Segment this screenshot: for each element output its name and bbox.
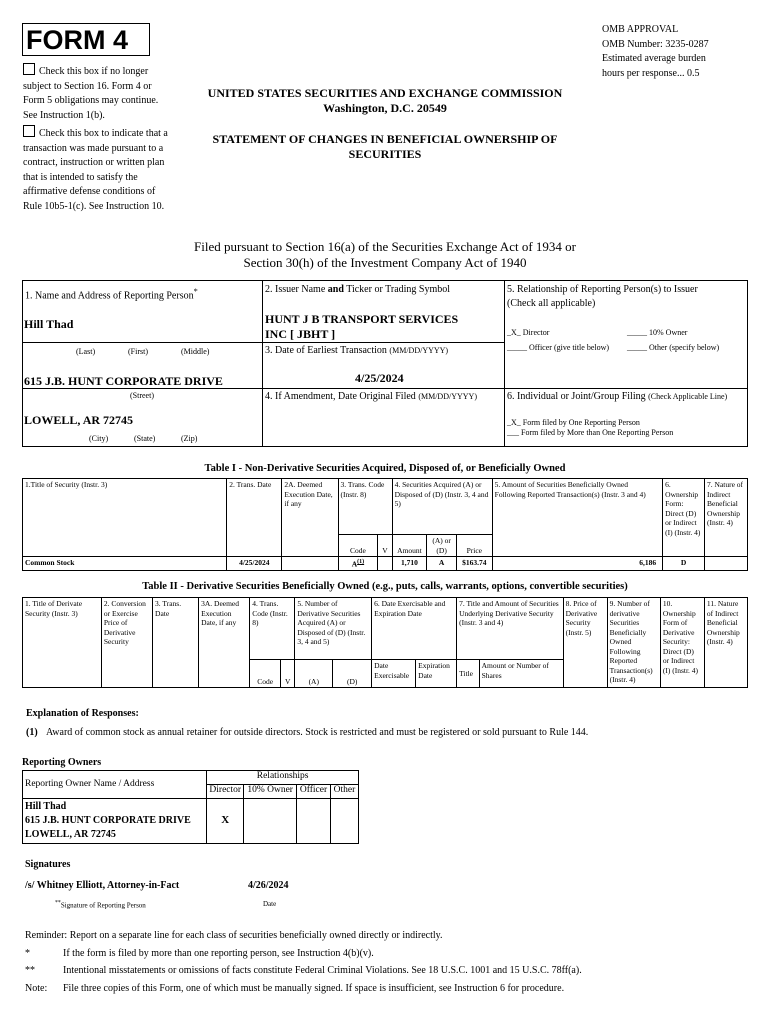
signatures-title: Signatures (25, 859, 71, 870)
reporting-city: LOWELL, AR 72745 (24, 413, 134, 427)
table1 (22, 478, 748, 571)
owners-officer: Officer (297, 785, 331, 799)
t1-row-v (378, 557, 392, 571)
t2-title: Title (457, 660, 480, 688)
t1-row-form: D (663, 557, 705, 571)
t1-h2a: 2A. Deemed Execution Date, if any (282, 479, 338, 557)
checkbox[interactable] (23, 63, 35, 75)
check-box-section16[interactable] (23, 63, 173, 123)
check-box-10b5[interactable] (23, 125, 173, 214)
label-street: (Street) (130, 391, 154, 400)
label-filing: 6. Individual or Joint/Group Filing (Check Applicable Line) (507, 391, 728, 402)
filed-pursuant-2: Section 30(h) of the Investment Company Act of 1940 (243, 255, 527, 270)
explanation-title: Explanation of Responses: (26, 708, 139, 719)
t1-row-amount: 1,710 (392, 557, 427, 571)
form-title: FORM 4 (22, 23, 150, 56)
t2-h1: 1. Title of Derivate Security (Instr. 3) (23, 598, 102, 688)
t1-row-owned: 6,186 (492, 557, 663, 571)
filed-pursuant: Filed pursuant to Section 16(a) of the Securities Exchange Act of 1934 or (194, 239, 576, 254)
filing-more: ___ Form filed by More than One Reporting Person (507, 428, 674, 437)
label-relationship: 5. Relationship of Reporting Person(s) to Issuer (507, 284, 698, 295)
t2-h6: 6. Date Exercisable and Expiration Date (372, 598, 457, 660)
owners-col-name: Reporting Owner Name / Address (23, 771, 207, 799)
table-row (23, 799, 359, 844)
t2-h3a: 3A. Deemed Execution Date, if any (199, 598, 250, 688)
t1-code: Code (338, 535, 378, 557)
t2-a: (A) (295, 660, 333, 688)
t1-row-code: $A^{(1)}$ (338, 557, 378, 571)
t2-code: Code (250, 660, 281, 688)
omb-approval (602, 23, 709, 81)
agency-title: UNITED STATES SECURITIES AND EXCHANGE COMMISSION (207, 86, 563, 100)
label-issuer: 2. Issuer Name and Ticker or Trading Symbol (265, 284, 451, 295)
t2-expiration-date: Expiration Date (416, 660, 457, 688)
table-row (23, 557, 748, 571)
owners-ten-pct: 10% Owner (244, 785, 297, 799)
t2-h8: 8. Price of Derivative Security (Instr. 5) (563, 598, 607, 688)
t2-h7: 7. Title and Amount of Securities Underlying Derivative Security (Instr. 3 and 4) (457, 598, 563, 660)
label-city: (City) (89, 434, 109, 443)
check-label: Check this box if no longer subject to Section 16. Form 4 or Form 5 obligations may continue. See Instruction 1(b). (23, 66, 159, 121)
t2-v: V (281, 660, 295, 688)
t1-h2: 2. Trans. Date (227, 479, 282, 557)
signer: /s/ Whitney Elliott, Attorney-in-Fact (25, 880, 180, 891)
t1-v: V (378, 535, 392, 557)
omb-line: OMB APPROVAL (602, 24, 679, 35)
t1-row-date: 4/25/2024 (227, 557, 282, 571)
filing-one: _X_ Form filed by One Reporting Person (507, 418, 640, 427)
rel-ten-pct: _____ 10% Owner (627, 328, 688, 337)
reporting-name: Hill Thad (24, 317, 74, 331)
owners-relationships: Relationships (207, 771, 359, 785)
t1-h1: 1.Title of Security (Instr. 3) (23, 479, 227, 557)
owner-address: Hill Thad 615 J.B. HUNT CORPORATE DRIVE LOWELL, AR 72745 (23, 799, 207, 844)
t2-h5: 5. Number of Derivative Securities Acquired (A) or Disposed of (D) (Instr. 3, 4 and 5) (295, 598, 372, 660)
t1-h5: 5. Amount of Securities Beneficially Owned Following Reported Transaction(s) (Instr. 3 and 4) (492, 479, 663, 557)
statement-title: STATEMENT OF CHANGES IN BENEFICIAL OWNERSHIP OF (212, 132, 558, 146)
note-2: Intentional misstatements or omissions of facts constitute Federal Criminal Violations. See 18 U.S.C. 1001 and 15 U.S.C. 78ff(a). (63, 965, 582, 976)
t2-d: (D) (333, 660, 372, 688)
agency-city: Washington, D.C. 20549 (323, 101, 447, 115)
t2-date-exercisable: Date Exercisable (372, 660, 416, 688)
label-reporting-person: 1. Name and Address of Reporting Person* (25, 287, 198, 302)
t2-h3: 3. Trans. Date (153, 598, 199, 688)
table1-title: Table I - Non-Derivative Securities Acquired, Disposed of, or Beneficially Owned (204, 463, 566, 474)
label-middle: (Middle) (181, 347, 210, 356)
t1-h7: 7. Nature of Indirect Beneficial Ownership (Instr. 4) (705, 479, 748, 557)
check-label: Check this box to indicate that a transaction was made pursuant to a contract, instruction or written plan that is intended to satisfy the affirmative defense conditions of Rule 10b5-1(c). See Instruction 10. (23, 128, 168, 212)
rel-officer: _____ Officer (give title below) (507, 343, 610, 352)
omb-line: Estimated average burden (602, 53, 706, 64)
note-label: Note: (25, 983, 48, 994)
t1-row-nature (705, 557, 748, 571)
omb-line: OMB Number: 3235-0287 (602, 38, 709, 50)
label-amendment: 4. If Amendment, Date Original Filed (MM/DD/YYYY) (265, 391, 477, 402)
note-star2: ** (25, 965, 35, 976)
label-first: (First) (128, 347, 148, 356)
reminder: Reminder: Report on a separate line for each class of securities beneficially owned directly or indirectly. (25, 930, 443, 941)
reporting-street: 615 J.B. HUNT CORPORATE DRIVE (24, 374, 223, 388)
t2-amount-shares: Amount or Number of Shares (479, 660, 563, 688)
label-state: (State) (134, 434, 156, 443)
owners-table (22, 770, 359, 844)
rel-other: _____ Other (specify below) (627, 343, 720, 352)
t1-h4: 4. Securities Acquired (A) or Disposed of (D) (Instr. 3, 4 and 5) (392, 479, 492, 535)
statement-title-2: SECURITIES (348, 147, 422, 161)
owners-title: Reporting Owners (22, 757, 102, 768)
owner-director-mark: X (207, 799, 244, 844)
t2-h4: 4. Trans. Code (Instr. 8) (250, 598, 295, 660)
t1-row-aord: A (427, 557, 457, 571)
note-star: * (25, 948, 30, 959)
table2 (22, 597, 748, 688)
label-last: (Last) (76, 347, 96, 356)
earliest-date: 4/25/2024 (355, 371, 404, 385)
note-3: File three copies of this Form, one of which must be manually signed. If space is insufficient, see Instruction 6 for procedure. (63, 983, 565, 994)
t1-row-title: Common Stock (23, 557, 227, 571)
t2-h2: 2. Conversion or Exercise Price of Derivative Security (101, 598, 152, 688)
t1-aord: (A) or (D) (427, 535, 457, 557)
checkbox[interactable] (23, 125, 35, 137)
t2-h10: 10. Ownership Form of Derivative Security: Direct (D) or Indirect (I) (Instr. 4) (660, 598, 704, 688)
label-zip: (Zip) (181, 434, 198, 443)
t1-h6: 6. Ownership Form: Direct (D) or Indirect (I) (Instr. 4) (663, 479, 705, 557)
t1-h3: 3. Trans. Code (Instr. 8) (338, 479, 392, 535)
rel-director: _X_ Director (507, 328, 550, 337)
footnote-number: (1) (26, 727, 38, 738)
signature-date: 4/26/2024 (248, 880, 289, 891)
t2-h11: 11. Nature of Indirect Beneficial Ownership (Instr. 4) (704, 598, 747, 688)
label-earliest-date: 3. Date of Earliest Transaction (MM/DD/YYYY) (265, 345, 449, 356)
t1-row-price: $163.74 (456, 557, 492, 571)
label-relationship-2: (Check all applicable) (507, 298, 596, 309)
issuer-name-2: INC [ JBHT ] (265, 327, 336, 341)
footnote-text: Award of common stock as annual retainer for outside directors. Stock is restricted and must be registered or sold pursuant to Rule 144. (46, 727, 589, 738)
signature-label: **Signature of Reporting Person (55, 900, 146, 910)
issuer-name: HUNT J B TRANSPORT SERVICES (265, 312, 459, 326)
date-label: Date (263, 900, 277, 908)
t1-price: Price (456, 535, 492, 557)
t2-h9: 9. Number of derivative Securities Beneficially Owned Following Reported Transaction(s) (Instr. 4) (607, 598, 660, 688)
t1-amount: Amount (392, 535, 427, 557)
omb-line: hours per response... 0.5 (602, 67, 700, 79)
owners-other: Other (331, 785, 359, 799)
t1-row-deemed (282, 557, 338, 571)
table2-title: Table II - Derivative Securities Beneficially Owned (e.g., puts, calls, warrants, options, convertible securities) (142, 581, 628, 592)
note-1: If the form is filed by more than one reporting person, see Instruction 4(b)(v). (63, 948, 374, 959)
owners-director: Director (207, 785, 244, 799)
